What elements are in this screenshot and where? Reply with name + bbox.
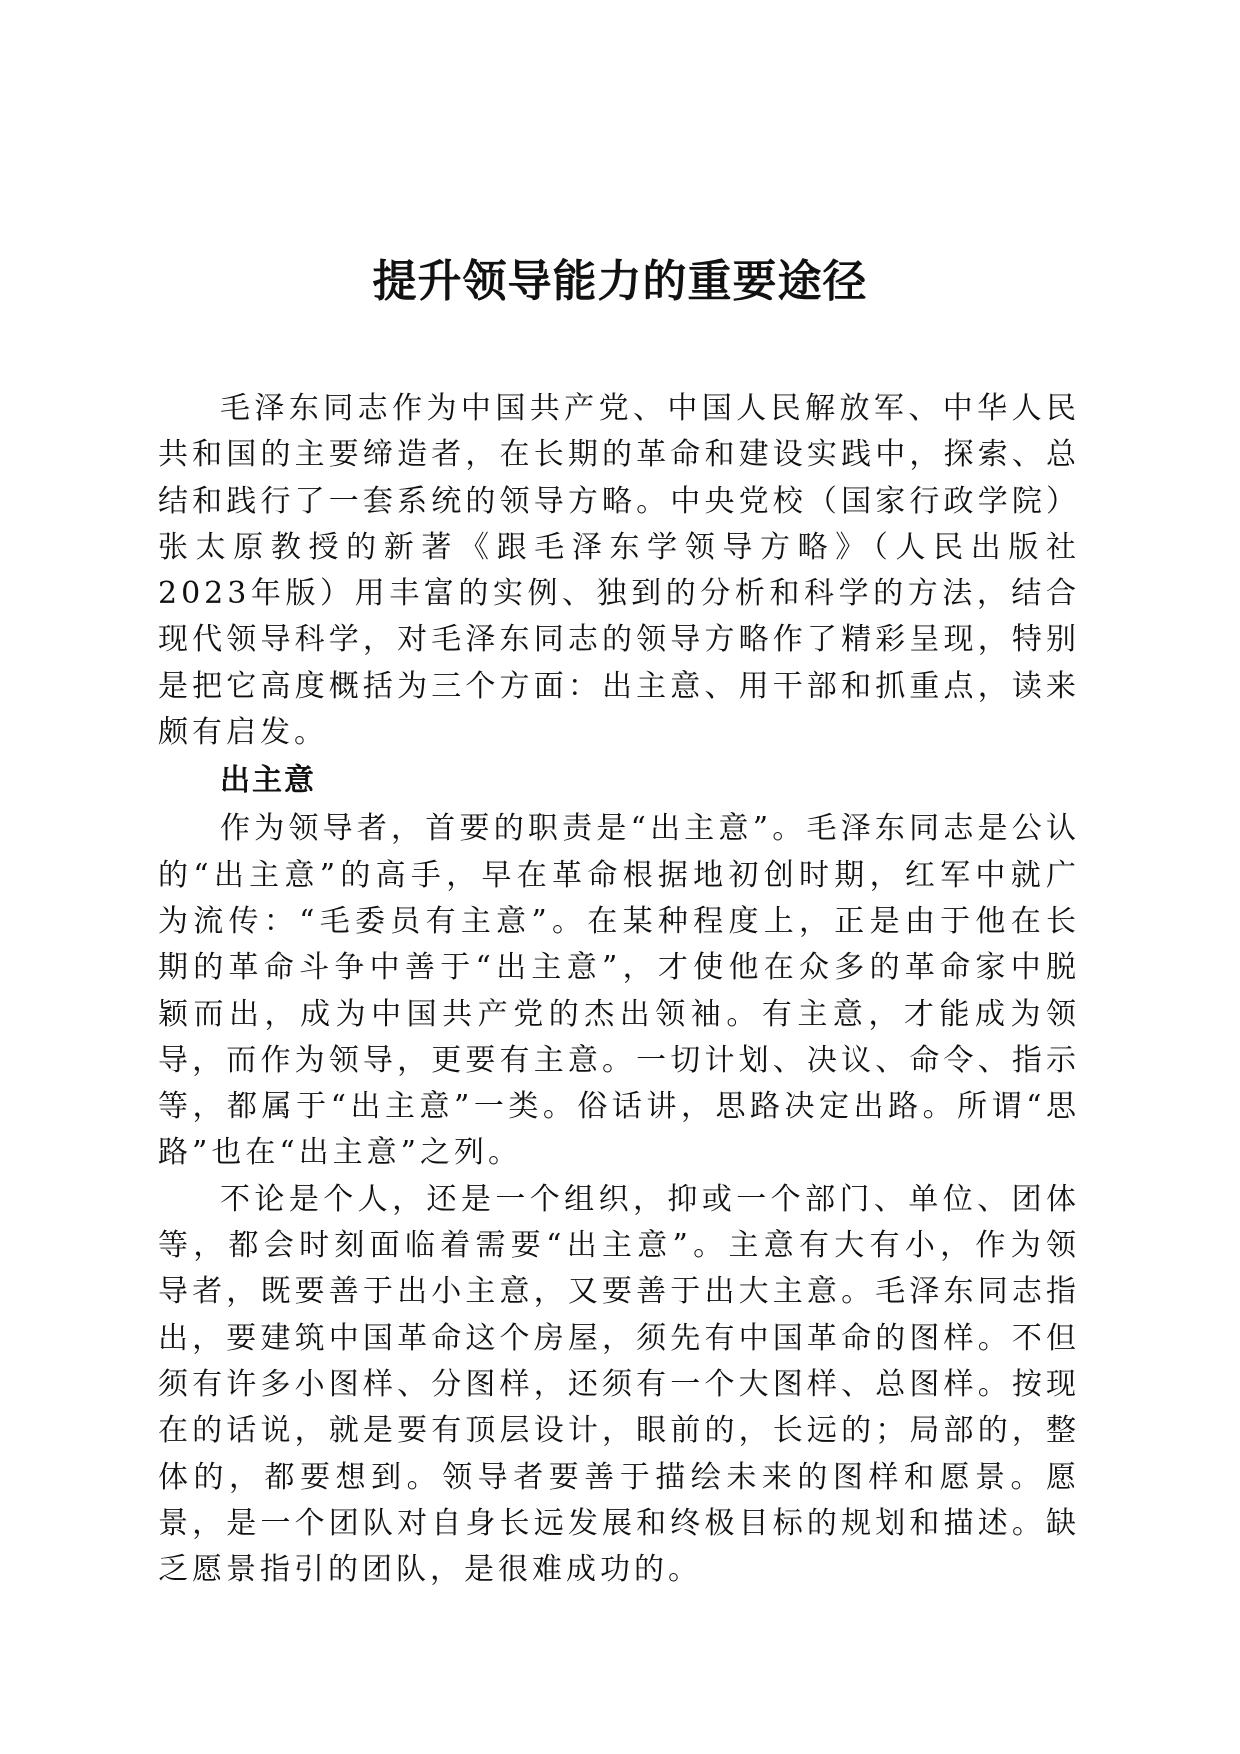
intro-paragraph: 毛泽东同志作为中国共产党、中国人民解放军、中华人民共和国的主要缔造者，在长期的革命和建设实践中，探索、总结和践行了一套系统的领导方略。中央党校（国家行政学院）张太原教授的新著《跟毛泽东学领导方略》（人民出版社 2023年版）用丰富的实例、独到的分析和科学的方法，结合现代领导科学，对毛泽东同志的领导方略作了精彩呈现，特别是把它高度概括为三个方面：出主意、用干部和抓重点，读来颇有启发。 <box>158 391 1080 751</box>
section-paragraph-2: 不论是个人，还是一个组织，抑或一个部门、单位、团体等，都会时刻面临着需要“出主意”。主意有大有小，作为领导者，既要善于出小主意，又要善于出大主意。毛泽东同志指出，要建筑中国革命这个房屋，须先有中国革命的图样。不但须有许多小图样、分图样，还须有一个大图样、总图样。按现在的话说，就是要有顶层设计，眼前的，长远的；局部的，整体的，都要想到。领导者要善于描绘未来的图样和愿景。愿景，是一个团队对自身长远发展和终极目标的规划和描述。缺乏愿景指引的团队，是很难成功的。 <box>158 1181 1080 1588</box>
document-body <box>158 386 1080 1593</box>
section-heading: 出主意 <box>220 763 316 799</box>
section-paragraph-1: 作为领导者，首要的职责是“出主意”。毛泽东同志是公认的“出主意”的高手，早在革命根据地初创时期，红军中就广为流传：“毛委员有主意”。在某种程度上，正是由于他在长期的革命斗争中善于“出主意”，才使他在众多的革命家中脱颖而出，成为中国共产党的杰出领袖。有主意，才能成为领导，而作为领导，更要有主意。一切计划、决议、命令、指示等，都属于“出主意”一类。俗话讲，思路决定出路。所谓“思路”也在“出主意”之列。 <box>158 811 1080 1171</box>
page-title: 提升领导能力的重要途径 <box>372 256 868 307</box>
